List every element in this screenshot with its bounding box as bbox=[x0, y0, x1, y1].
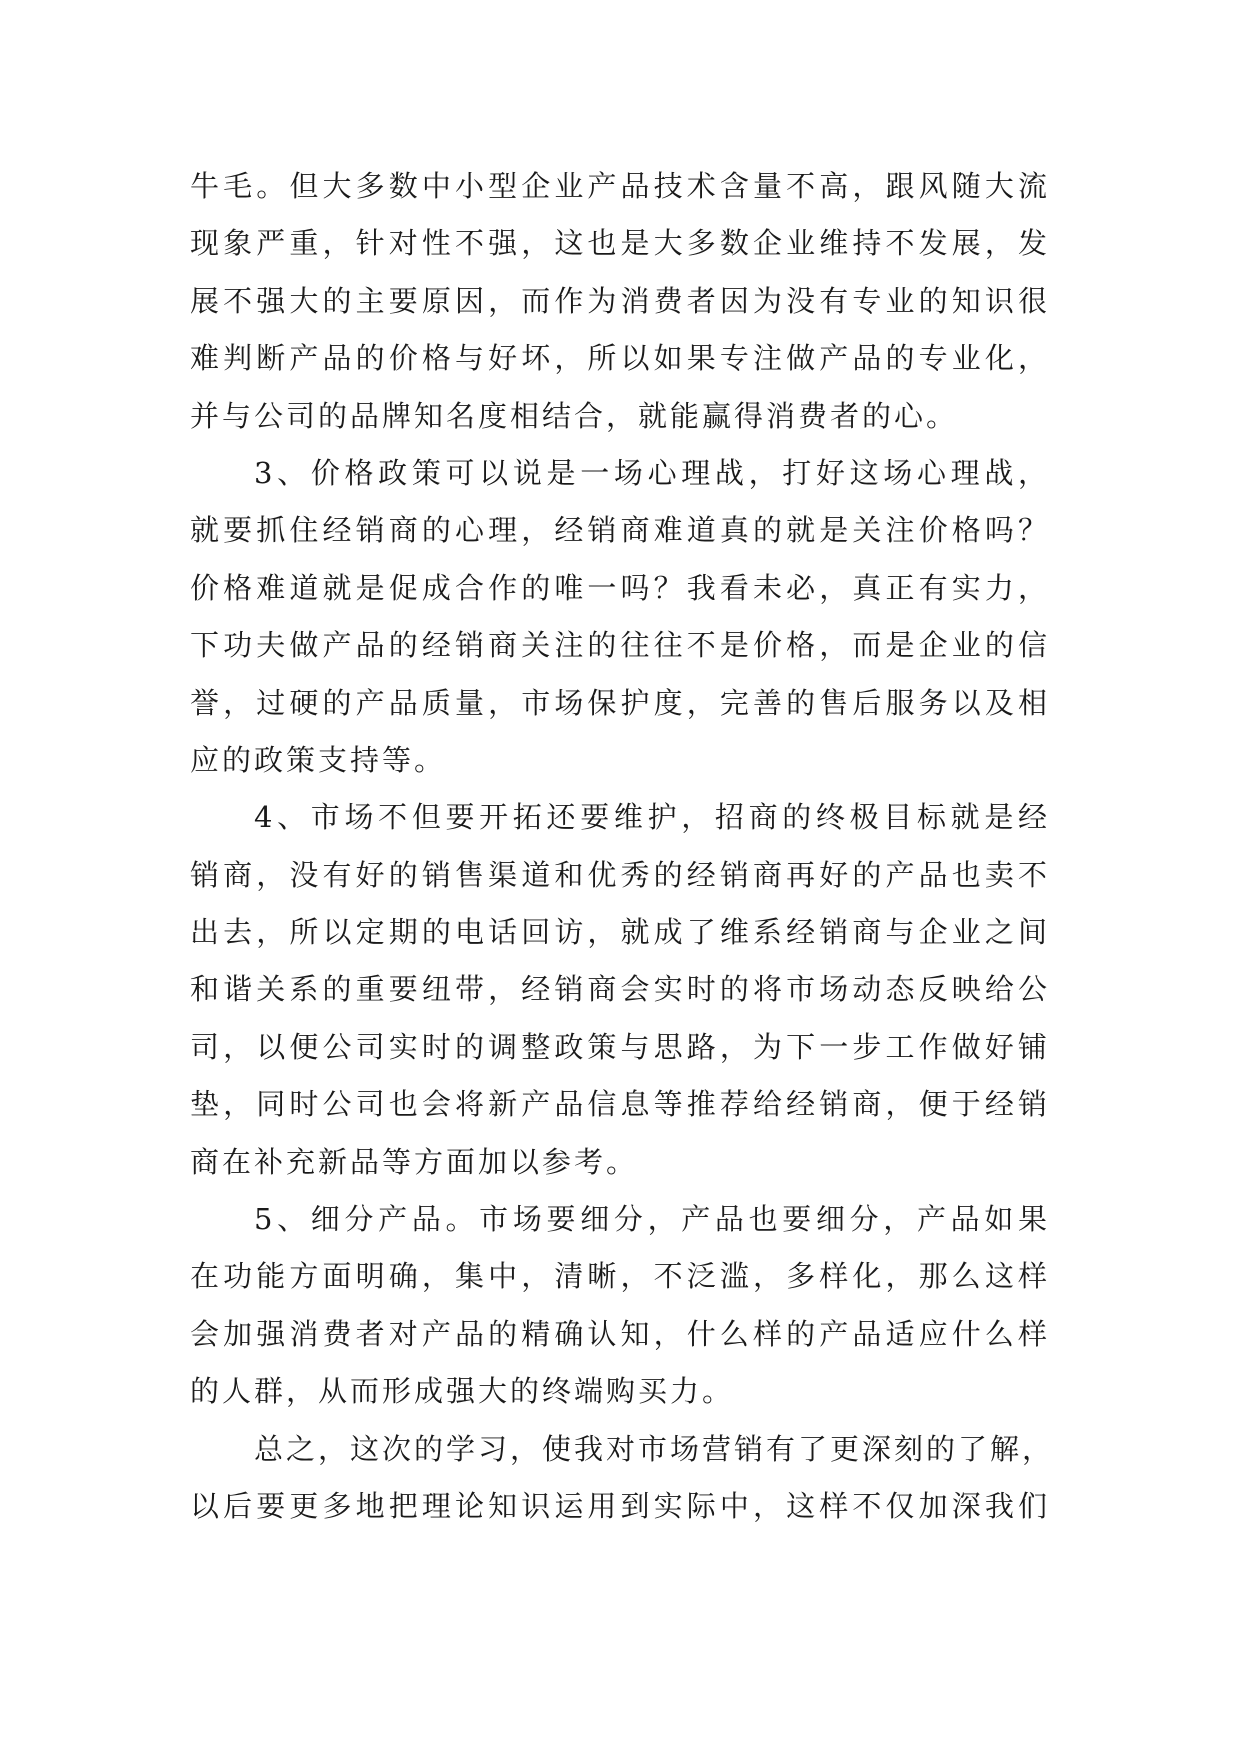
text-line: 的人群，从而形成强大的终端购买力。 bbox=[190, 1374, 735, 1409]
text-line: 展不强大的主要原因，而作为消费者因为没有专业的知识很 bbox=[190, 283, 1050, 318]
text-line: 价格难道就是促成合作的唯一吗？我看未必，真正有实力， bbox=[190, 570, 1050, 605]
paragraph bbox=[190, 1421, 1055, 1536]
text-line: 5、细分产品。市场要细分，产品也要细分，产品如果 bbox=[254, 1202, 1050, 1237]
text-line: 销商，没有好的销售渠道和优秀的经销商再好的产品也卖不 bbox=[190, 857, 1050, 892]
text-line: 商在补充新品等方面加以参考。 bbox=[190, 1144, 639, 1179]
text-line: 以后要更多地把理论知识运用到实际中，这样不仅加深我们 bbox=[190, 1488, 1050, 1523]
paragraph bbox=[190, 789, 1050, 1191]
text-line: 垫，同时公司也会将新产品信息等推荐给经销商，便于经销 bbox=[190, 1087, 1050, 1122]
text-line: 3、价格政策可以说是一场心理战，打好这场心理战， bbox=[254, 455, 1050, 490]
text-line: 并与公司的品牌知名度相结合，就能赢得消费者的心。 bbox=[190, 398, 959, 433]
text-line: 在功能方面明确，集中，清晰，不泛滥，多样化，那么这样 bbox=[190, 1259, 1050, 1294]
text-line: 应的政策支持等。 bbox=[190, 742, 447, 777]
document-body bbox=[190, 158, 1055, 1535]
paragraph bbox=[190, 445, 1050, 789]
text-line: 誉，过硬的产品质量，市场保护度，完善的售后服务以及相 bbox=[190, 685, 1050, 720]
text-line: 现象严重，针对性不强，这也是大多数企业维持不发展，发 bbox=[190, 226, 1050, 261]
text-line: 出去，所以定期的电话回访，就成了维系经销商与企业之间 bbox=[190, 915, 1050, 950]
text-line: 和谐关系的重要纽带，经销商会实时的将市场动态反映给公 bbox=[190, 972, 1050, 1007]
text-line: 下功夫做产品的经销商关注的往往不是价格，而是企业的信 bbox=[190, 628, 1050, 663]
text-line: 就要抓住经销商的心理，经销商难道真的就是关注价格吗？ bbox=[190, 513, 1050, 548]
text-line: 司，以便公司实时的调整政策与思路，为下一步工作做好铺 bbox=[190, 1029, 1050, 1064]
paragraph bbox=[190, 1191, 1050, 1421]
text-line: 难判断产品的价格与好坏，所以如果专注做产品的专业化， bbox=[190, 341, 1050, 376]
text-line: 牛毛。但大多数中小型企业产品技术含量不高，跟风随大流 bbox=[190, 169, 1050, 203]
paragraph bbox=[190, 158, 1050, 445]
text-line: 会加强消费者对产品的精确认知，什么样的产品适应什么样 bbox=[190, 1316, 1050, 1351]
text-line: 4、市场不但要开拓还要维护，招商的终极目标就是经 bbox=[254, 800, 1050, 835]
text-line: 总之，这次的学习，使我对市场营销有了更深刻的了解， bbox=[254, 1431, 1055, 1466]
